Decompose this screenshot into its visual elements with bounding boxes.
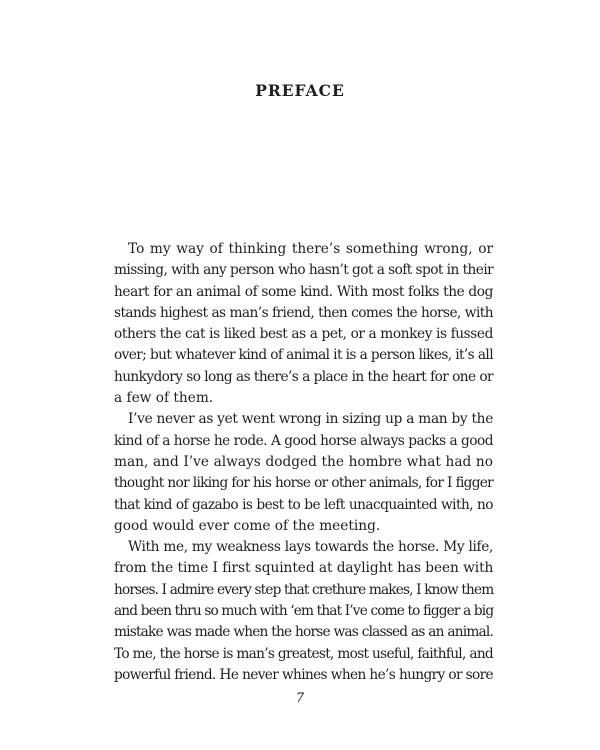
- text-line: With me, my weakness lays towards the horse. My life,: [128, 539, 493, 556]
- text-line: over; but whatever kind of animal it is a person likes, it’s all: [114, 347, 493, 364]
- text-line: missing, with any person who hasn’t got a soft spot in their: [114, 262, 494, 279]
- page-number: 7: [295, 691, 305, 706]
- text-line: a few of them.: [114, 390, 214, 407]
- text-line: powerful friend. He never whines when he’s hungry or sore: [114, 666, 493, 683]
- text-line: I’ve never as yet went wrong in sizing up a man by the: [128, 411, 493, 428]
- page-title: PREFACE: [255, 81, 345, 100]
- text-line: horses. I admire every step that crethure makes, I know them: [114, 581, 494, 598]
- text-line: hunkydory so long as there’s a place in the heart for one or: [114, 368, 493, 385]
- text-line: thought nor liking for his horse or other animals, for I figger: [114, 475, 493, 492]
- text-line: mistake was made when the horse was classed as an animal.: [114, 624, 493, 641]
- text-line: man, and I’ve always dodged the hombre what had no: [114, 453, 493, 470]
- text-line: To my way of thinking there’s something wrong, or: [128, 241, 493, 257]
- text-line: To me, the horse is man’s greatest, most useful, faithful, and: [114, 645, 493, 662]
- text-line: that kind of gazabo is best to be left unacquainted with, no: [114, 496, 493, 513]
- text-line: others the cat is liked best as a pet, or a monkey is fussed: [114, 326, 493, 343]
- text-line: stands highest as man’s friend, then comes the horse, with: [114, 304, 493, 321]
- text-line: heart for an animal of some kind. With most folks the dog: [114, 283, 493, 300]
- text-line: good would ever come of the meeting.: [114, 517, 381, 534]
- text-line: and been thru so much with ‘em that I’ve come to figger a big: [114, 603, 494, 620]
- text-line: kind of a horse he rode. A good horse always packs a good: [114, 432, 493, 449]
- text-line: from the time I first squinted at daylight has been with: [114, 560, 494, 577]
- body-text: [114, 239, 493, 686]
